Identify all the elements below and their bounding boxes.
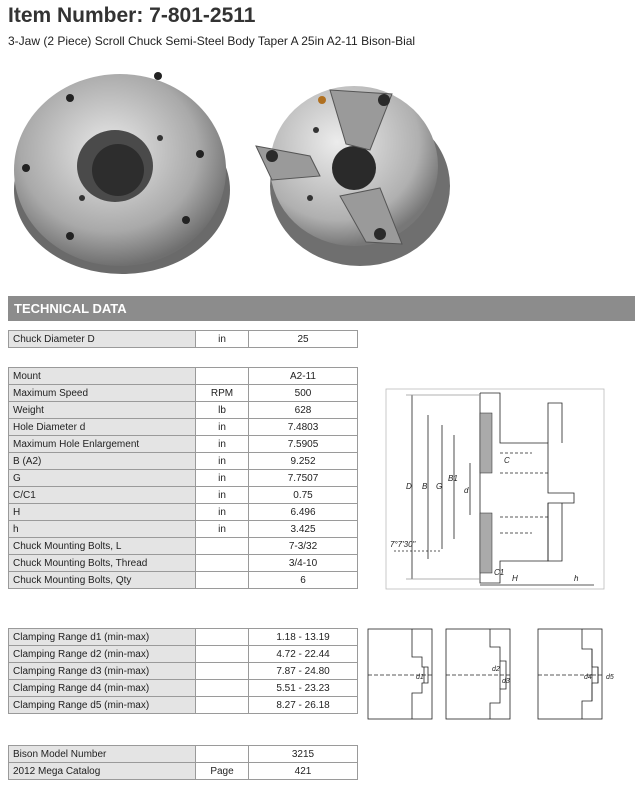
row-value: 6 xyxy=(249,572,358,589)
row-unit: in xyxy=(196,331,249,348)
row-unit xyxy=(196,746,249,763)
row-label: Chuck Mounting Bolts, Thread xyxy=(9,555,196,572)
row-unit: RPM xyxy=(196,385,249,402)
row-unit xyxy=(196,680,249,697)
specs-table xyxy=(8,367,358,589)
row-unit: in xyxy=(196,419,249,436)
row-label: Hole Diameter d xyxy=(9,419,196,436)
row-unit: in xyxy=(196,504,249,521)
clamping-range-table xyxy=(8,628,358,714)
row-label: Clamping Range d1 (min-max) xyxy=(9,629,196,646)
chuck-section-diagram xyxy=(382,383,608,593)
label-D: D xyxy=(406,482,412,491)
table-row xyxy=(9,538,358,555)
row-value: 7.87 - 24.80 xyxy=(249,663,358,680)
table-row xyxy=(9,555,358,572)
row-unit: in xyxy=(196,453,249,470)
row-value: 5.51 - 23.23 xyxy=(249,680,358,697)
row-value: 7.5905 xyxy=(249,436,358,453)
table-row xyxy=(9,680,358,697)
table-row xyxy=(9,521,358,538)
row-value: 7.4803 xyxy=(249,419,358,436)
row-label: Clamping Range d5 (min-max) xyxy=(9,697,196,714)
row-value: 7-3/32 xyxy=(249,538,358,555)
table-row xyxy=(9,487,358,504)
table-row xyxy=(9,385,358,402)
row-value: 3.425 xyxy=(249,521,358,538)
row-unit xyxy=(196,555,249,572)
table-row xyxy=(9,663,358,680)
item-title: Item Number: 7-801-2511 xyxy=(8,4,256,27)
table-row xyxy=(9,697,358,714)
row-value: 3/4-10 xyxy=(249,555,358,572)
label-C: C xyxy=(504,456,510,465)
row-unit: in xyxy=(196,470,249,487)
row-label: B (A2) xyxy=(9,453,196,470)
table-row xyxy=(9,331,358,348)
table-row xyxy=(9,453,358,470)
table-row xyxy=(9,572,358,589)
label-d3: d3 xyxy=(502,678,510,685)
row-label: Clamping Range d4 (min-max) xyxy=(9,680,196,697)
row-unit xyxy=(196,368,249,385)
catalog-table xyxy=(8,745,358,780)
chuck-diameter-table xyxy=(8,330,358,348)
row-label: Chuck Diameter D xyxy=(9,331,196,348)
table-row xyxy=(9,746,358,763)
row-unit xyxy=(196,646,249,663)
clamping-range-diagram xyxy=(366,627,634,723)
label-d: d xyxy=(464,486,469,495)
row-label: 2012 Mega Catalog xyxy=(9,763,196,780)
label-d1: d1 xyxy=(416,674,424,681)
label-d4: d4 xyxy=(584,674,592,681)
label-h: h xyxy=(574,574,579,583)
table-row xyxy=(9,763,358,780)
label-d5: d5 xyxy=(606,674,614,681)
row-unit xyxy=(196,697,249,714)
row-unit xyxy=(196,629,249,646)
table-row xyxy=(9,646,358,663)
row-unit: lb xyxy=(196,402,249,419)
label-H: H xyxy=(512,574,518,583)
row-value: A2-11 xyxy=(249,368,358,385)
table-row xyxy=(9,402,358,419)
row-value: 25 xyxy=(249,331,358,348)
row-label: C/C1 xyxy=(9,487,196,504)
row-label: G xyxy=(9,470,196,487)
table-row xyxy=(9,470,358,487)
table-row xyxy=(9,629,358,646)
row-value: 500 xyxy=(249,385,358,402)
row-label: Maximum Hole Enlargement xyxy=(9,436,196,453)
label-B: B xyxy=(422,482,428,491)
row-label: Mount xyxy=(9,368,196,385)
label-C1: C1 xyxy=(494,568,505,577)
label-B1: B1 xyxy=(448,474,458,483)
row-label: Bison Model Number xyxy=(9,746,196,763)
row-unit: in xyxy=(196,521,249,538)
row-label: Clamping Range d3 (min-max) xyxy=(9,663,196,680)
item-subtitle: 3-Jaw (2 Piece) Scroll Chuck Semi-Steel Body Taper A 25in A2-11 Bison-Bial xyxy=(8,34,416,48)
row-label: Chuck Mounting Bolts, Qty xyxy=(9,572,196,589)
row-unit: Page xyxy=(196,763,249,780)
row-unit: in xyxy=(196,487,249,504)
product-photos xyxy=(10,58,450,288)
row-label: h xyxy=(9,521,196,538)
row-value: 1.18 - 13.19 xyxy=(249,629,358,646)
label-G: G xyxy=(436,482,443,491)
table-row xyxy=(9,368,358,385)
row-value: 4.72 - 22.44 xyxy=(249,646,358,663)
row-value: 9.252 xyxy=(249,453,358,470)
label-angle: 7°7'30" xyxy=(390,540,416,549)
row-value: 8.27 - 26.18 xyxy=(249,697,358,714)
row-value: 7.7507 xyxy=(249,470,358,487)
row-value: 0.75 xyxy=(249,487,358,504)
row-label: H xyxy=(9,504,196,521)
row-unit xyxy=(196,663,249,680)
row-label: Clamping Range d2 (min-max) xyxy=(9,646,196,663)
row-value: 628 xyxy=(249,402,358,419)
label-d2: d2 xyxy=(492,666,500,673)
row-unit: in xyxy=(196,436,249,453)
row-value: 3215 xyxy=(249,746,358,763)
row-value: 6.496 xyxy=(249,504,358,521)
technical-data-header: TECHNICAL DATA xyxy=(8,296,635,321)
chuck-front-photo xyxy=(256,86,450,266)
row-unit xyxy=(196,538,249,555)
row-label: Maximum Speed xyxy=(9,385,196,402)
row-value: 421 xyxy=(249,763,358,780)
table-row xyxy=(9,504,358,521)
chuck-back-photo xyxy=(14,72,230,274)
row-label: Weight xyxy=(9,402,196,419)
row-unit xyxy=(196,572,249,589)
row-label: Chuck Mounting Bolts, L xyxy=(9,538,196,555)
table-row xyxy=(9,419,358,436)
table-row xyxy=(9,436,358,453)
